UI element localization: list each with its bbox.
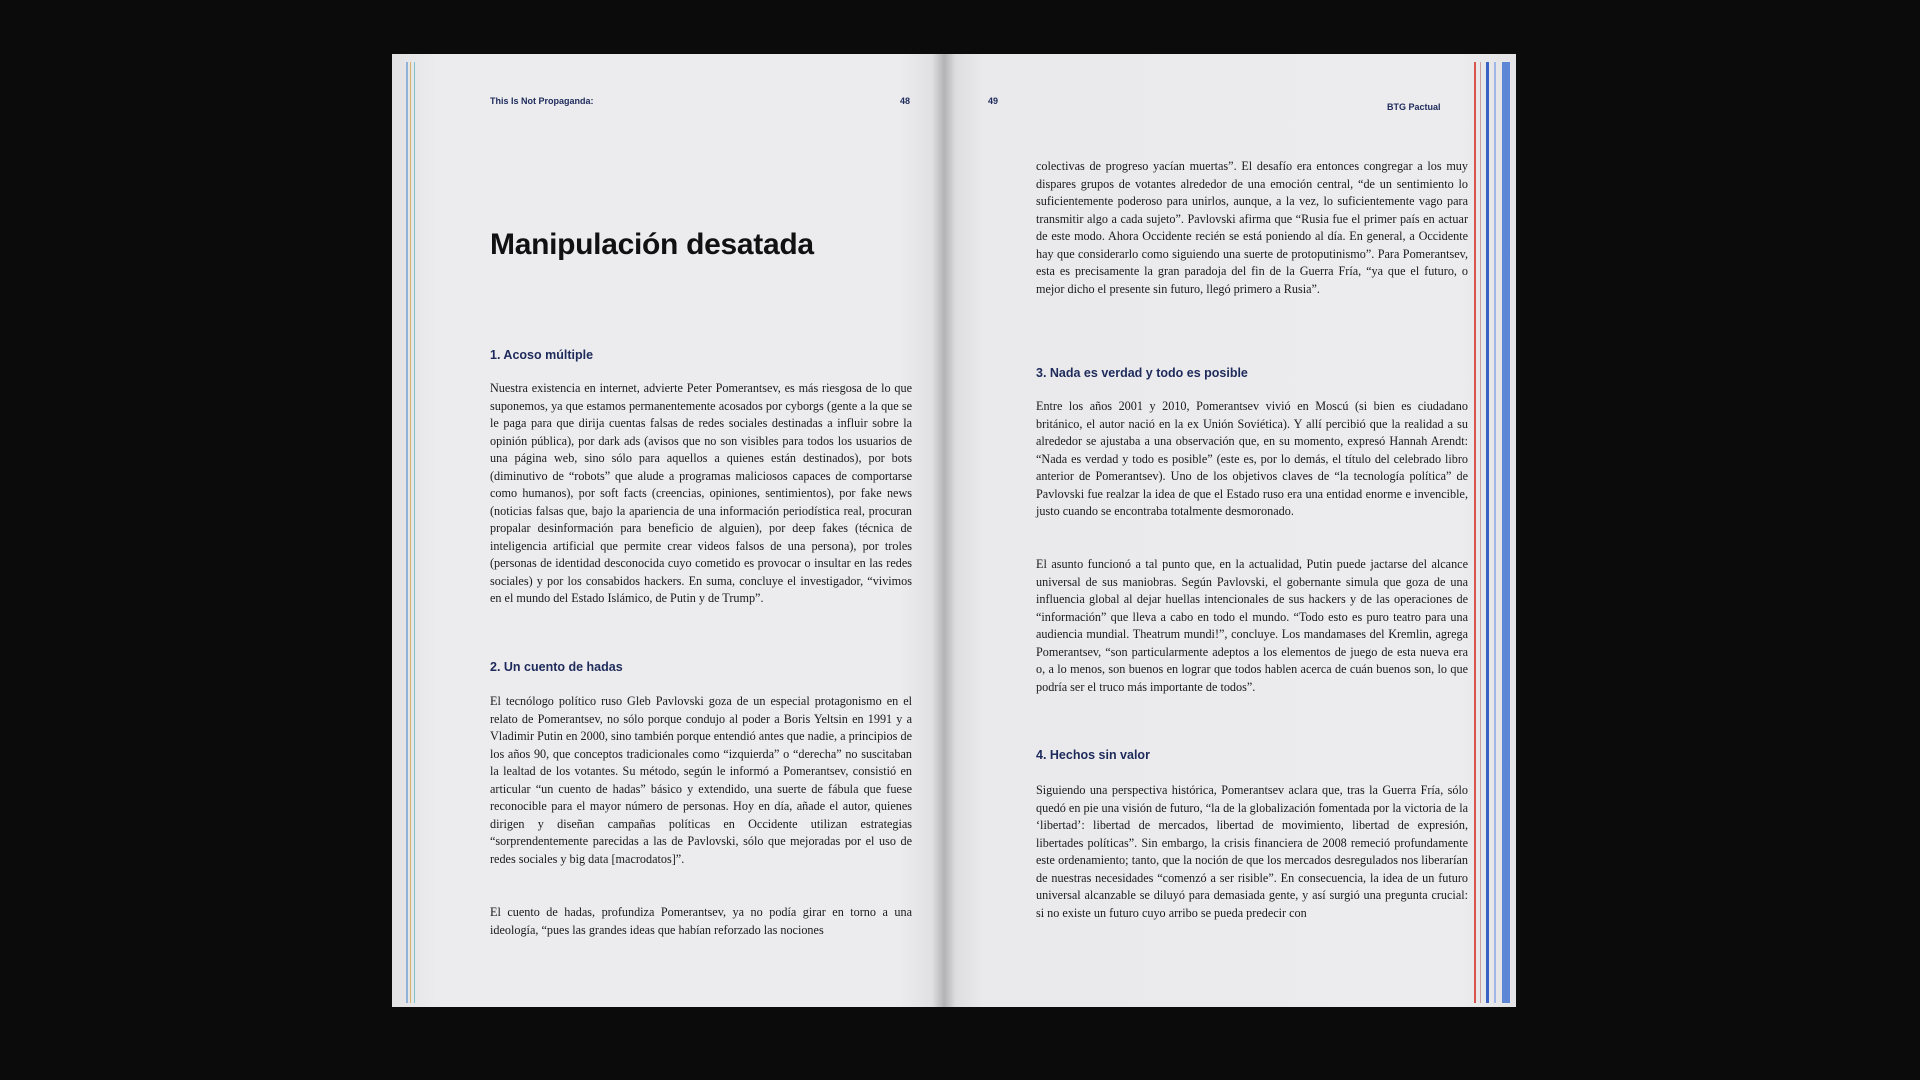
page-edge-stripe	[1486, 62, 1489, 1003]
page-edge-stripe	[1474, 62, 1476, 1003]
section-2-paragraph-1: El tecnólogo político ruso Gleb Pavlovski goza de un especial protagonismo en el relato de Pomerantsev, no sólo porque condujo al poder a Boris Yeltsin en 1991 y a Vladimir Putin en 2000, sino también porque entendió antes que nadie, a principios de los años 90, que conceptos tradicionales como “izquierda” o “derecha” no suscitaban la lealtad de los votantes. Su método, según le informó a Pomerantsev, consistió en articular “un cuento de hadas” básico y extendido, una suerte de fábula que fuese reconocible para el mayor número de personas. Hoy en día, añade el autor, quienes dirigen y diseñan campañas políticas en Occidente utilizan estrategias “sorprendentemente parecidas a las de Pavlovski, sólo que mejoradas por el uso de redes sociales y big data [macrodatos]”.	[490, 694, 912, 866]
page-edge-stripe	[1502, 62, 1510, 1003]
left-page	[392, 54, 944, 1007]
article-title: Manipulación desatada	[490, 228, 814, 261]
section-2-paragraph-2: El cuento de hadas, profundiza Pomerantsev, ya no podía girar en torno a una ideología, “pues las grandes ideas que habían reforzado las nociones	[490, 905, 912, 937]
page-edge-stripe	[1494, 62, 1496, 1003]
running-head-left: This Is Not Propaganda:	[490, 96, 594, 106]
page-edge-stripe	[1480, 62, 1481, 1003]
section-heading-2: 2. Un cuento de hadas	[490, 660, 623, 674]
right-page	[944, 54, 1516, 1007]
section-4-paragraph: Siguiendo una perspectiva histórica, Pomerantsev aclara que, tras la Guerra Fría, sólo quedó en pie una visión de futuro, “la de la globalización fomentada por la victoria de la ‘libertad’: libertad de mercados, libertad de movimiento, libertad de expresión, libertades políticas”. Sin embargo, la crisis financiera de 2008 remeció profundamente este ordenamiento; tanto, que la noción de que los mercados desregulados nos liberarían de nuestras necesidades “comenzó a ser risible”. En consecuencia, la idea de un futuro universal alcanzable se diluyó para demasiada gente, y así surgió una pregunta crucial: si no existe un futuro cuyo arribo se pueda predecir con	[1036, 783, 1468, 920]
open-book	[392, 54, 1516, 1007]
page-number-right: 49	[988, 96, 999, 106]
book-gutter	[932, 54, 956, 1007]
section-3-paragraph-1: Entre los años 2001 y 2010, Pomerantsev vivió en Moscú (si bien es ciudadano británico, el autor nació en la ex Unión Soviética). Y allí percibió que la realidad a su alrededor se ajustaba a una observación que, en su momento, expresó Hannah Arendt: “Nada es verdad y todo es posible” (este es, por lo demás, el título del celebrado libro anterior de Pomerantsev). Uno de los objetivos claves de “la tecnología política” de Pavlovski fue realzar la idea de que el Estado ruso era una entidad enorme e invencible, justo cuando se encontraba totalmente desmoronado.	[1036, 399, 1468, 518]
page-edge-stripe	[410, 62, 411, 1003]
section-heading-3: 3. Nada es verdad y todo es posible	[1036, 366, 1248, 380]
page-edge-stripe	[406, 62, 408, 1003]
running-head-right: BTG Pactual	[1387, 102, 1441, 112]
section-1-paragraph: Nuestra existencia en internet, advierte Peter Pomerantsev, es más riesgosa de lo que suponemos, ya que estamos permanentemente acosados por cyborgs (gente a la que se le paga para que dirija cuentas falsas de redes sociales destinadas a influir sobre la opinión pública), por dark ads (avisos que no son visibles para todos los usuarios de una página web, sino sólo para aquellos a quienes están destinados), por bots (diminutivo de “robots” que alude a programas maliciosos capaces de comportarse como humanos), por soft facts (creencias, opiniones, sentimientos), por fake news (noticias falsas que, bajo la apariencia de una información periodística real, procuran propalar desinformación para beneficio de alguien), por deep fakes (técnica de inteligencia artificial que permite crear videos falsos de una persona), por troles (personas de identidad desconocida cuyo cometido es provocar o insultar en las redes sociales) y por los consabidos hackers. En suma, concluye el investigador, “vivimos en el mundo del Estado Islámico, de Putin y de Trump”.	[490, 381, 912, 605]
section-heading-4: 4. Hechos sin valor	[1036, 748, 1150, 762]
page-number-left: 48	[900, 96, 911, 106]
page-edge-stripe	[414, 62, 415, 1003]
section-3-paragraph-2: El asunto funcionó a tal punto que, en la actualidad, Putin puede jactarse del alcance universal de sus maniobras. Según Pavlovski, el gobernante simula que goza de una influencia global al dejar huellas intencionales de sus hackers y de las operaciones de “información” que lleva a cabo en todo el mundo. “Todo esto es puro teatro para una audiencia mundial. Theatrum mundi!”, concluye. Los mandamases del Kremlin, agrega Pomerantsev, “son particularmente adeptos a los elementos de juego de esta nueva era o, a lo menos, son buenos en lograr que todos hablen acerca de cuán buenos son, lo que podría ser el truco más importante de todos”.	[1036, 557, 1468, 694]
continued-paragraph: colectivas de progreso yacían muertas”. El desafío era entonces congregar a los muy dispares grupos de votantes alrededor de una emoción central, “de un sentimiento lo suficientemente poderoso para unirlos, aunque, a la vez, lo suficientemente vago para transmitir algo a cada sujeto”. Pavlovski afirma que “Rusia fue el primer país en actuar de este modo. Ahora Occidente recién se está poniendo al día. En general, a Occidente hay que considerarlo como siguiendo una suerte de protoputinismo”. Para Pomerantsev, esta es precisamente la gran paradoja del fin de la Guerra Fría, “ya que el futuro, o mejor dicho el presente sin futuro, llegó primero a Rusia”.	[1036, 159, 1468, 296]
section-heading-1: 1. Acoso múltiple	[490, 348, 594, 362]
